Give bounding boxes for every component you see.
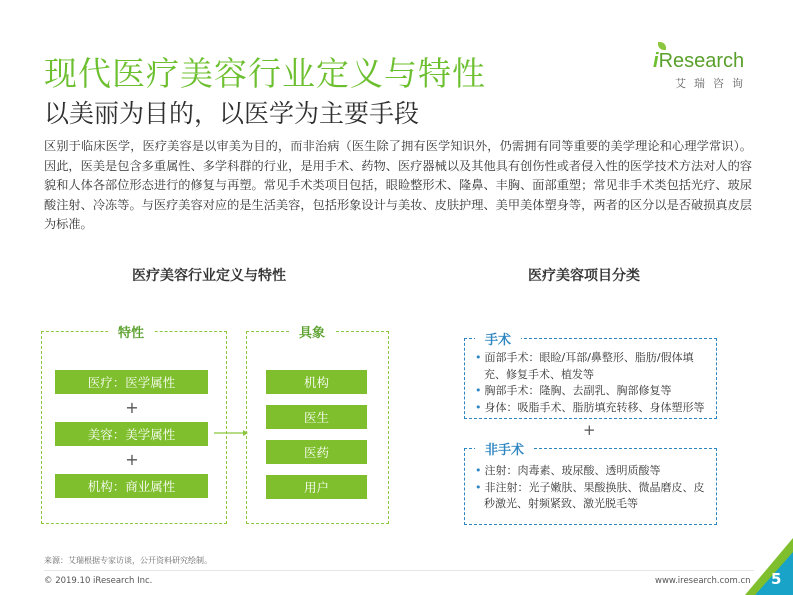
page-subtitle: 以美丽为目的，以医学为主要手段: [44, 99, 420, 128]
logo-brand: iResearch: [653, 50, 745, 72]
traits-label: 特性: [108, 322, 154, 341]
nonsurgical-label: 非手术: [475, 439, 534, 458]
list-item: • 面部手术：眼睑/耳部/鼻整形、脂肪/假体填充、修复手术、植发等: [475, 350, 710, 383]
copyright: © 2019.10 iResearch Inc.: [44, 576, 153, 586]
page-title: 现代医疗美容行业定义与特性: [44, 54, 486, 93]
website-link[interactable]: www.iresearch.com.cn: [655, 576, 751, 586]
trait-business: 机构：商业属性: [55, 474, 208, 498]
plus-sign: +: [583, 421, 596, 439]
surgical-list: [475, 350, 710, 416]
leaf-icon: [658, 42, 666, 50]
right-section-title: 医疗美容项目分类: [528, 268, 640, 284]
plus-sign: +: [125, 398, 139, 417]
left-section-title: 医疗美容行业定义与特性: [132, 268, 286, 284]
footer-divider: [44, 570, 754, 571]
concrete-user: 用户: [266, 475, 367, 499]
concrete-box: [246, 326, 389, 524]
nonsurgical-list: [475, 463, 710, 513]
list-item: • 胸部手术：隆胸、去副乳、胸部修复等: [475, 383, 710, 400]
concrete-medicine: 医药: [266, 440, 367, 464]
list-item: • 非注射：光子嫩肤、果酸换肤、微晶磨皮、皮秒激光、射频紧致、激光脱毛等: [475, 480, 710, 513]
arrow-right-icon: [214, 429, 248, 437]
list-item: • 注射：肉毒素、玻尿酸、透明质酸等: [475, 463, 710, 480]
iresearch-logo: [653, 42, 753, 92]
source-note: 来源：艾瑞根据专家访谈，公开资料研究绘制。: [44, 556, 212, 565]
plus-sign: +: [125, 450, 139, 469]
intro-paragraph: 区别于临床医学，医疗美容是以审美为目的，而非治病（医生除了拥有医学知识外，仍需拥有同等重要的美学理论和心理学常识）。因此，医美是包含多重属性、多学科群的行业，是用手术、药物、医疗器械以及其他具有创伤性或者侵入性的医学技术方法对人的容貌和人体各部位形态进行的修复与再塑。常见手术类项目包括，眼睑整形术、隆鼻、丰胸、面部重塑；常见非手术类包括光疗、玻尿酸注射、冷冻等。与医疗美容对应的是生活美容，包括形象设计与美妆、皮肤护理、美甲美体塑身等，两者的区分以是否破损真皮层为标准。: [44, 139, 752, 231]
nonsurgical-box: [464, 443, 717, 525]
corner-decoration: [745, 538, 793, 595]
trait-beauty: 美容：美学属性: [55, 422, 208, 446]
concrete-doctor: 医生: [266, 405, 367, 429]
surgical-label: 手术: [475, 329, 521, 348]
trait-medical: 医疗：医学属性: [55, 370, 208, 394]
logo-cn: 艾瑞咨询: [675, 77, 751, 90]
surgical-box: [464, 333, 717, 419]
traits-box: [41, 326, 227, 524]
concrete-institution: 机构: [266, 370, 367, 394]
concrete-label: 具象: [289, 322, 335, 341]
page-number: 5: [771, 570, 782, 588]
list-item: • 身体：吸脂手术、脂肪填充转移、身体塑形等: [475, 400, 710, 417]
